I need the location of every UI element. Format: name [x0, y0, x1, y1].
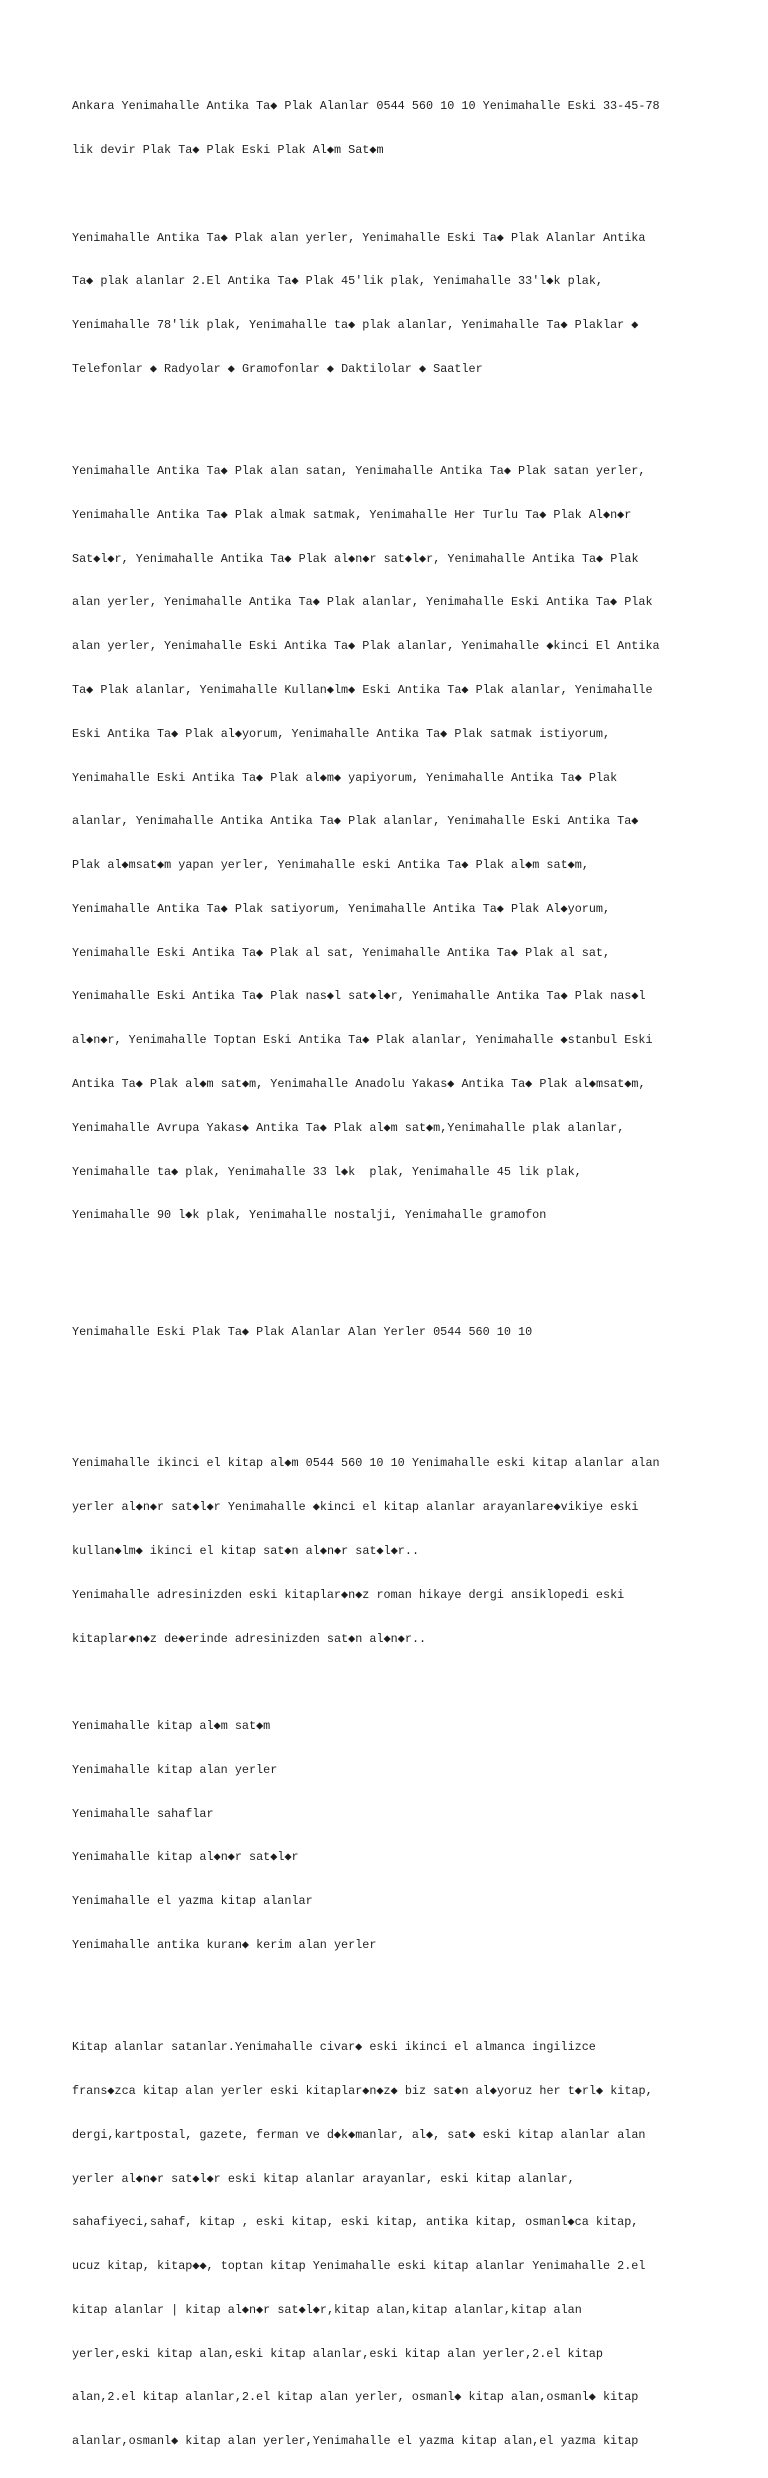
- text-line: Yenimahalle adresinizden eski kitaplar◆n◆z roman hikaye dergi ansiklopedi eski: [72, 1587, 625, 1602]
- text-line: Yenimahalle ta◆ plak, Yenimahalle 33 l◆k plak, Yenimahalle 45 lik plak,: [72, 1164, 582, 1179]
- paragraph-spacer: [72, 187, 712, 202]
- paragraph-kitap-list: [72, 1690, 712, 1982]
- text-line: Yenimahalle kitap alan yerler: [72, 1762, 278, 1777]
- text-line: sahafiyeci,sahaf, kitap , eski kitap, eski kitap, antika kitap, osmanl◆ca kitap,: [72, 2215, 639, 2230]
- text-line: al◆n◆r, Yenimahalle Toptan Eski Antika Ta◆ Plak alanlar, Yenimahalle ◆stanbul Eski: [72, 1033, 653, 1048]
- paragraph-title: [72, 70, 712, 187]
- text-line: Yenimahalle sahaflar: [72, 1806, 214, 1821]
- text-line: Yenimahalle Antika Ta◆ Plak almak satmak, Yenimahalle Her Turlu Ta◆ Plak Al◆n◆r: [72, 507, 632, 522]
- text-line: kullan◆lm◆ ikinci el kitap sat◆n al◆n◆r sat◆l◆r..: [72, 1544, 420, 1558]
- text-line: alanlar, Yenimahalle Antika Antika Ta◆ Plak alanlar, Yenimahalle Eski Antika Ta◆: [72, 814, 639, 829]
- text-line: Yenimahalle ikinci el kitap al◆m 0544 560 10 10 Yenimahalle eski kitap alanlar alan: [72, 1456, 660, 1471]
- text-line: yerler al◆n◆r sat◆l◆r eski kitap alanlar arayanlar, eski kitap alanlar,: [72, 2171, 575, 2186]
- text-line: Yenimahalle Antika Ta◆ Plak alan satan, Yenimahalle Antika Ta◆ Plak satan yerler,: [72, 464, 646, 479]
- paragraph-spacer: [72, 1369, 712, 1427]
- text-line: Plak al◆msat◆m yapan yerler, Yenimahalle eski Antika Ta◆ Plak al◆m sat◆m,: [72, 858, 589, 873]
- paragraph-plak-contact: [72, 1296, 712, 1369]
- text-line: alan yerler, Yenimahalle Antika Ta◆ Plak alanlar, Yenimahalle Eski Antika Ta◆ Plak: [72, 595, 653, 610]
- text-line: Ankara Yenimahalle Antika Ta◆ Plak Alanlar 0544 560 10 10 Yenimahalle Eski 33-45-78: [72, 99, 660, 114]
- text-line: yerler al◆n◆r sat◆l◆r Yenimahalle ◆kinci el kitap alanlar arayanlare◆vikiye eski: [72, 1500, 639, 1515]
- text-line: dergi,kartpostal, gazete, ferman ve d◆k◆manlar, al◆, sat◆ eski kitap alanlar alan: [72, 2127, 646, 2142]
- document-page: [72, 70, 712, 2478]
- text-line: Ta◆ plak alanlar 2.El Antika Ta◆ Plak 45'lik plak, Yenimahalle 33'l◆k plak,: [72, 274, 604, 289]
- paragraph-plak-list: [72, 435, 712, 1252]
- paragraph-spacer: [72, 406, 712, 435]
- text-line: Eski Antika Ta◆ Plak al◆yorum, Yenimahalle Antika Ta◆ Plak satmak istiyorum,: [72, 726, 611, 741]
- text-line: frans◆zca kitap alan yerler eski kitaplar◆n◆z◆ biz sat◆n al◆yoruz her t◆rl◆ kitap,: [72, 2083, 653, 2098]
- text-line: lik devir Plak Ta◆ Plak Eski Plak Al◆m Sat◆m: [72, 142, 384, 157]
- text-line: Yenimahalle Eski Antika Ta◆ Plak al◆m◆ yapiyorum, Yenimahalle Antika Ta◆ Plak: [72, 770, 618, 785]
- text-line: Sat◆l◆r, Yenimahalle Antika Ta◆ Plak al◆n◆r sat◆l◆r, Yenimahalle Antika Ta◆ Plak: [72, 551, 639, 566]
- paragraph-intro: [72, 201, 712, 405]
- text-line: Yenimahalle Avrupa Yakas◆ Antika Ta◆ Plak al◆m sat◆m,Yenimahalle plak alanlar,: [72, 1120, 625, 1135]
- text-line: ucuz kitap, kitap◆◆, toptan kitap Yenimahalle eski kitap alanlar Yenimahalle 2.el: [72, 2259, 646, 2274]
- text-line: Yenimahalle kitap al◆n◆r sat◆l◆r: [72, 1850, 299, 1865]
- text-line: Yenimahalle antika kuran◆ kerim alan yerler: [72, 1938, 377, 1953]
- text-line: Yenimahalle Eski Antika Ta◆ Plak al sat, Yenimahalle Antika Ta◆ Plak al sat,: [72, 945, 611, 960]
- text-line: Yenimahalle 78'lik plak, Yenimahalle ta◆ plak alanlar, Yenimahalle Ta◆ Plaklar ◆: [72, 318, 639, 333]
- text-line: Yenimahalle 90 l◆k plak, Yenimahalle nostalji, Yenimahalle gramofon: [72, 1208, 547, 1223]
- paragraph-kitap-intro: [72, 1427, 712, 1675]
- text-line: alan,2.el kitap alanlar,2.el kitap alan yerler, osmanl◆ kitap alan,osmanl◆ kitap: [72, 2390, 639, 2405]
- text-line: alanlar,osmanl◆ kitap alan yerler,Yenimahalle el yazma kitap alan,el yazma kitap: [72, 2434, 639, 2449]
- text-line: Antika Ta◆ Plak al◆m sat◆m, Yenimahalle Anadolu Yakas◆ Antika Ta◆ Plak al◆msat◆m,: [72, 1076, 646, 1091]
- text-line: Ta◆ Plak alanlar, Yenimahalle Kullan◆lm◆ Eski Antika Ta◆ Plak alanlar, Yenimahalle: [72, 682, 653, 697]
- text-line: Telefonlar ◆ Radyolar ◆ Gramofonlar ◆ Daktilolar ◆ Saatler: [72, 361, 483, 376]
- text-line: kitap alanlar | kitap al◆n◆r sat◆l◆r,kitap alan,kitap alanlar,kitap alan: [72, 2302, 582, 2317]
- text-line: Kitap alanlar satanlar.Yenimahalle civar◆ eski ikinci el almanca ingilizce: [72, 2040, 596, 2055]
- paragraph-kitap-details: [72, 2011, 712, 2478]
- paragraph-spacer: [72, 1982, 712, 2011]
- text-line: Yenimahalle Eski Antika Ta◆ Plak nas◆l sat◆l◆r, Yenimahalle Antika Ta◆ Plak nas◆l: [72, 989, 646, 1004]
- text-line: Yenimahalle kitap al◆m sat◆m: [72, 1719, 271, 1734]
- text-line: Yenimahalle el yazma kitap alanlar: [72, 1894, 313, 1909]
- paragraph-spacer: [72, 1675, 712, 1690]
- text-line: alan yerler, Yenimahalle Eski Antika Ta◆ Plak alanlar, Yenimahalle ◆kinci El Antika: [72, 639, 660, 654]
- paragraph-spacer: [72, 1252, 712, 1296]
- text-line: Yenimahalle Antika Ta◆ Plak satiyorum, Yenimahalle Antika Ta◆ Plak Al◆yorum,: [72, 901, 611, 916]
- text-line: yerler,eski kitap alan,eski kitap alanlar,eski kitap alan yerler,2.el kitap: [72, 2346, 603, 2361]
- text-line: kitaplar◆n◆z de◆erinde adresinizden sat◆n al◆n◆r..: [72, 1631, 427, 1646]
- text-line: Yenimahalle Eski Plak Ta◆ Plak Alanlar Alan Yerler 0544 560 10 10: [72, 1325, 533, 1340]
- text-line: Yenimahalle Antika Ta◆ Plak alan yerler, Yenimahalle Eski Ta◆ Plak Alanlar Antika: [72, 230, 646, 245]
